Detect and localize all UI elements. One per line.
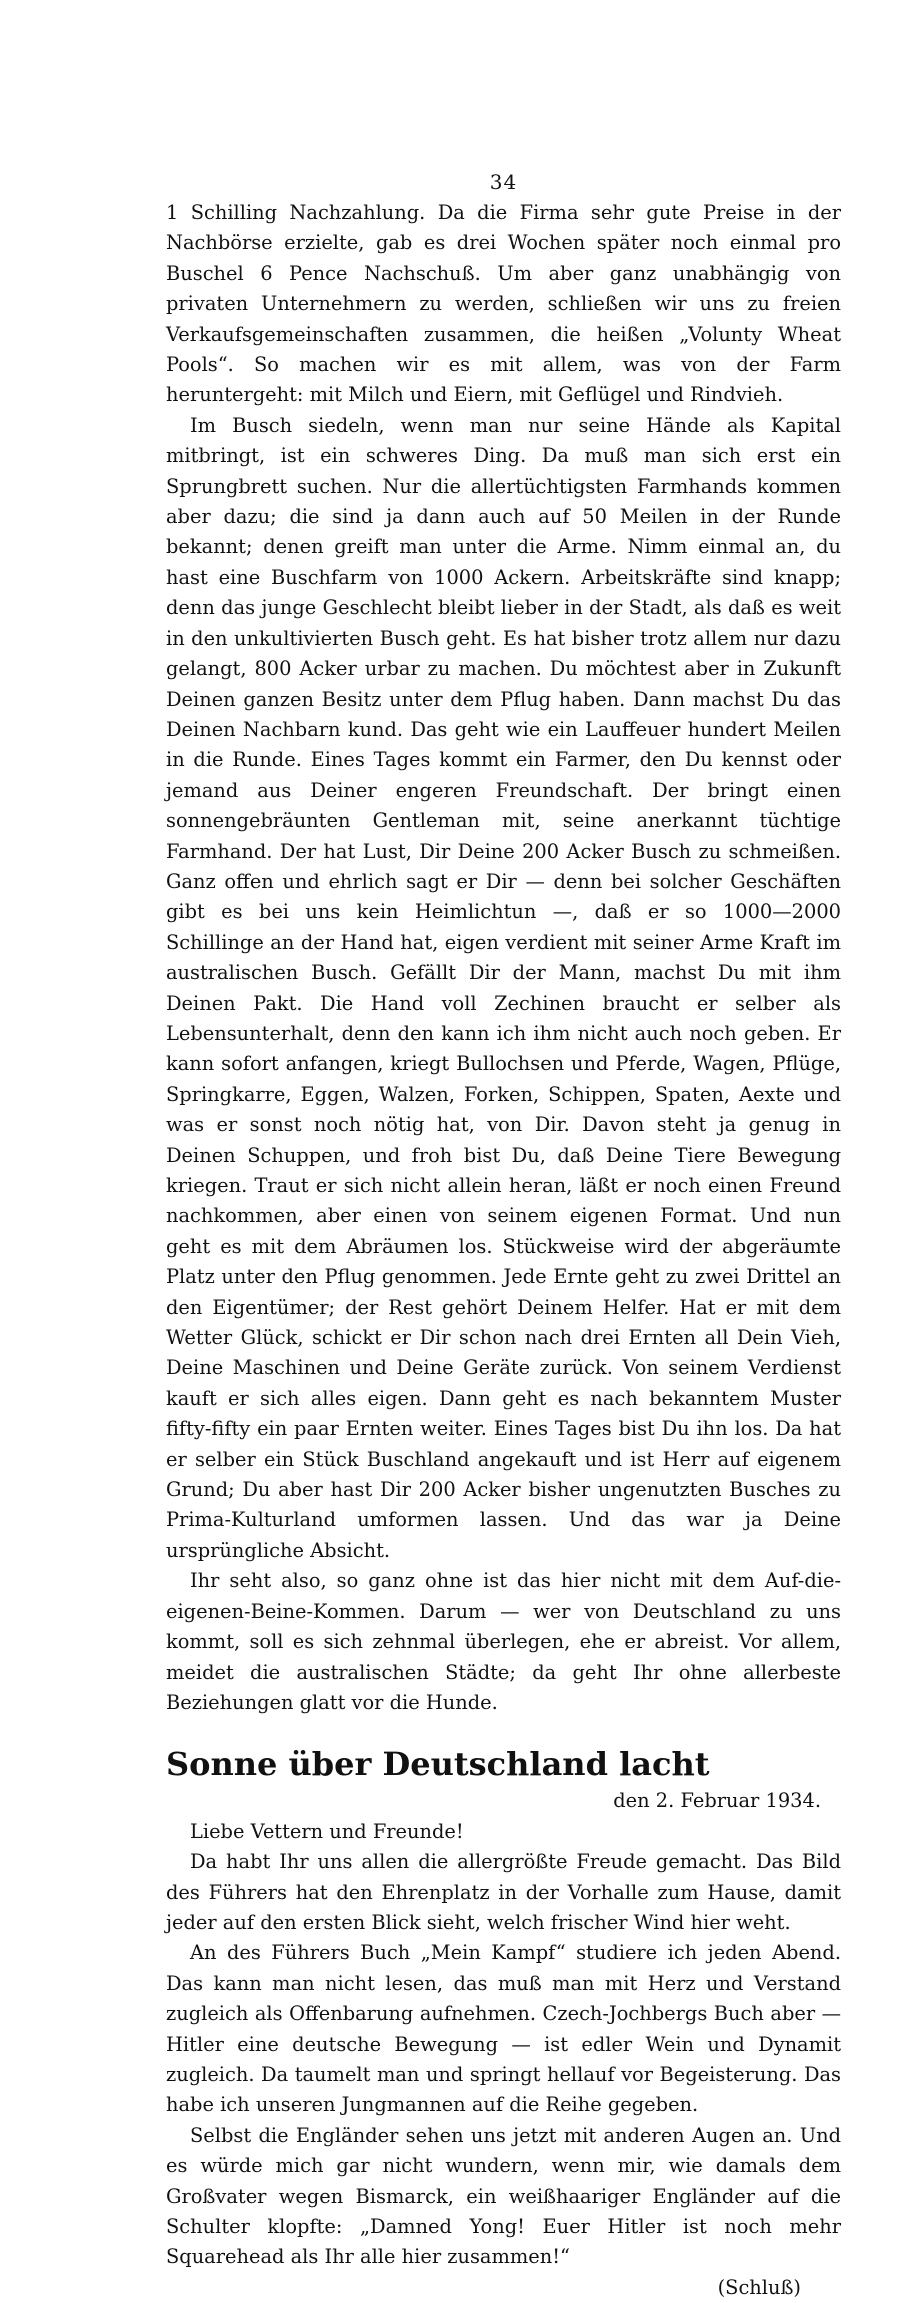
letter-continuation <box>166 198 841 1718</box>
letter-section <box>166 1786 841 2303</box>
end-mark: (Schluß) <box>717 2275 801 2299</box>
letter-date: den 2. Februar 1934. <box>613 1789 821 1813</box>
paragraph-4: Da habt Ihr uns allen die allergrößte Freude gemacht. Das Bild des Führers hat den Ehrenplatz in der Vorhalle zum Hause, damit jeder auf den ersten Blick sieht, welch frischer Wind hier weht. <box>166 1850 841 1934</box>
section-heading: Sonne über Deutschland lacht <box>166 1745 710 1784</box>
paragraph-6 <box>166 2121 841 2273</box>
letter-salutation: Liebe Vettern und Freunde! <box>190 1819 464 1843</box>
paragraph-3: Ihr seht also, so ganz ohne ist das hier nicht mit dem Auf-die-eigenen-Beine-Kommen. Darum — wer von Deutschland zu uns kommt, soll es sich zehnmal überlegen, ehe er abreist. Vor allem, meidet die australischen Städte; da geht Ihr ohne allerbeste Beziehungen glatt vor die Hunde. <box>166 1569 841 1714</box>
closing-line <box>166 2273 841 2303</box>
closing-paragraph-text: Selbst die Engländer sehen uns jetzt mit anderen Augen an. Und es würde mich gar nicht wundern, wenn mir, wie damals dem Großvater wegen Bismarck, ein weißhaariger Engländer auf die Schulter klopfte: „Damned Yong! Euer Hitler ist noch mehr Squarehead als Ihr alle hier zusammen!“ <box>166 2123 841 2269</box>
page-number: 34 <box>489 170 518 194</box>
paragraph-2: Im Busch siedeln, wenn man nur seine Hände als Kapital mitbringt, ist ein schweres Ding. Da muß man sich erst ein Sprungbrett suchen. Nur die allertüchtigsten Farmhands kommen aber dazu; die sind ja dann auch auf 50 Meilen in der Runde bekannt; denen greift man unter die Arme. Nimm einmal an, du hast eine Buschfarm von 1000 Ackern. Arbeitskräfte sind knapp; denn das junge Geschlecht bleibt lieber in der Stadt, als daß es weit in den unkultivierten Busch geht. Es hat bisher trotz allem nur dazu gelangt, 800 Acker urbar zu machen. Du möchtest aber in Zukunft Deinen ganzen Besitz unter dem Pflug haben. Dann machst Du das Deinen Nachbarn kund. Das geht wie ein Lauffeuer hundert Meilen in die Runde. Eines Tages kommt ein Farmer, den Du kennst oder jemand aus Deiner engeren Freundschaft. Der bringt einen sonnengebräunten Gentleman mit, seine anerkannt tüchtige Farmhand. Der hat Lust, Dir Deine 200 Acker Busch zu schmeißen. Ganz offen und ehrlich sagt er Dir — denn bei solcher Geschäften gibt es bei uns kein Heimlichtun —, daß er so 1000—2000 Schillinge an der Hand hat, eigen verdient mit seiner Arme Kraft im australischen Busch. Gefällt Dir der Mann, machst Du mit ihm Deinen Pakt. Die Hand voll Zechinen braucht er selber als Lebensunterhalt, denn den kann ich ihm nicht auch noch geben. Er kann sofort anfangen, kriegt Bullochsen und Pferde, Wagen, Pflüge, Springkarre, Eggen, Walzen, Forken, Schippen, Spaten, Aexte und was er sonst noch nötig hat, von Dir. Davon steht ja genug in Deinen Schuppen, und froh bist Du, daß Deine Tiere Bewegung kriegen. Traut er sich nicht allein heran, läßt er noch einen Freund nachkommen, aber einen von seinem eigenen Format. Und nun geht es mit dem Abräumen los. Stückweise wird der abgeräumte Platz unter den Pflug genommen. Jede Ernte geht zu zwei Drittel an den Eigentümer; der Rest gehört Deinem Helfer. Hat er mit dem Wetter Glück, schickt er Dir schon nach drei Ernten all Dein Vieh, Deine Maschinen und Deine Geräte zurück. Von seinem Verdienst kauft er sich alles eigen. Dann geht es nach bekanntem Muster fifty-fifty ein paar Ernten weiter. Eines Tages bist Du ihn los. Da hat er selber ein Stück Buschland angekauft und ist Herr auf eigenem Grund; Du aber hast Dir 200 Acker bisher ungenutzten Busches zu Prima-Kulturland umformen lassen. Und das war ja Deine ursprüngliche Absicht. <box>166 413 841 1562</box>
paragraph-5: An des Führers Buch „Mein Kampf“ studiere ich jeden Abend. Das kann man nicht lesen, das muß man mit Herz und Verstand zugleich als Offenbarung aufnehmen. Czech-Jochbergs Buch aber — Hitler eine deutsche Bewegung — ist edler Wein und Dynamit zugleich. Da taumelt man und springt hellauf vor Begeisterung. Das habe ich unseren Jungmannen auf die Reihe gegeben. <box>166 1941 841 2117</box>
paragraph-1: 1 Schilling Nachzahlung. Da die Firma sehr gute Preise in der Nachbörse erzielte, gab es drei Wochen später noch einmal pro Buschel 6 Pence Nachschuß. Um aber ganz unabhängig von privaten Unternehmern zu werden, schließen wir uns zu freien Verkaufsgemeinschaften zusammen, die heißen „Volunty Wheat Pools“. So machen wir es mit allem, was von der Farm heruntergeht: mit Milch und Eiern, mit Geflügel und Rindvieh. <box>166 201 841 407</box>
